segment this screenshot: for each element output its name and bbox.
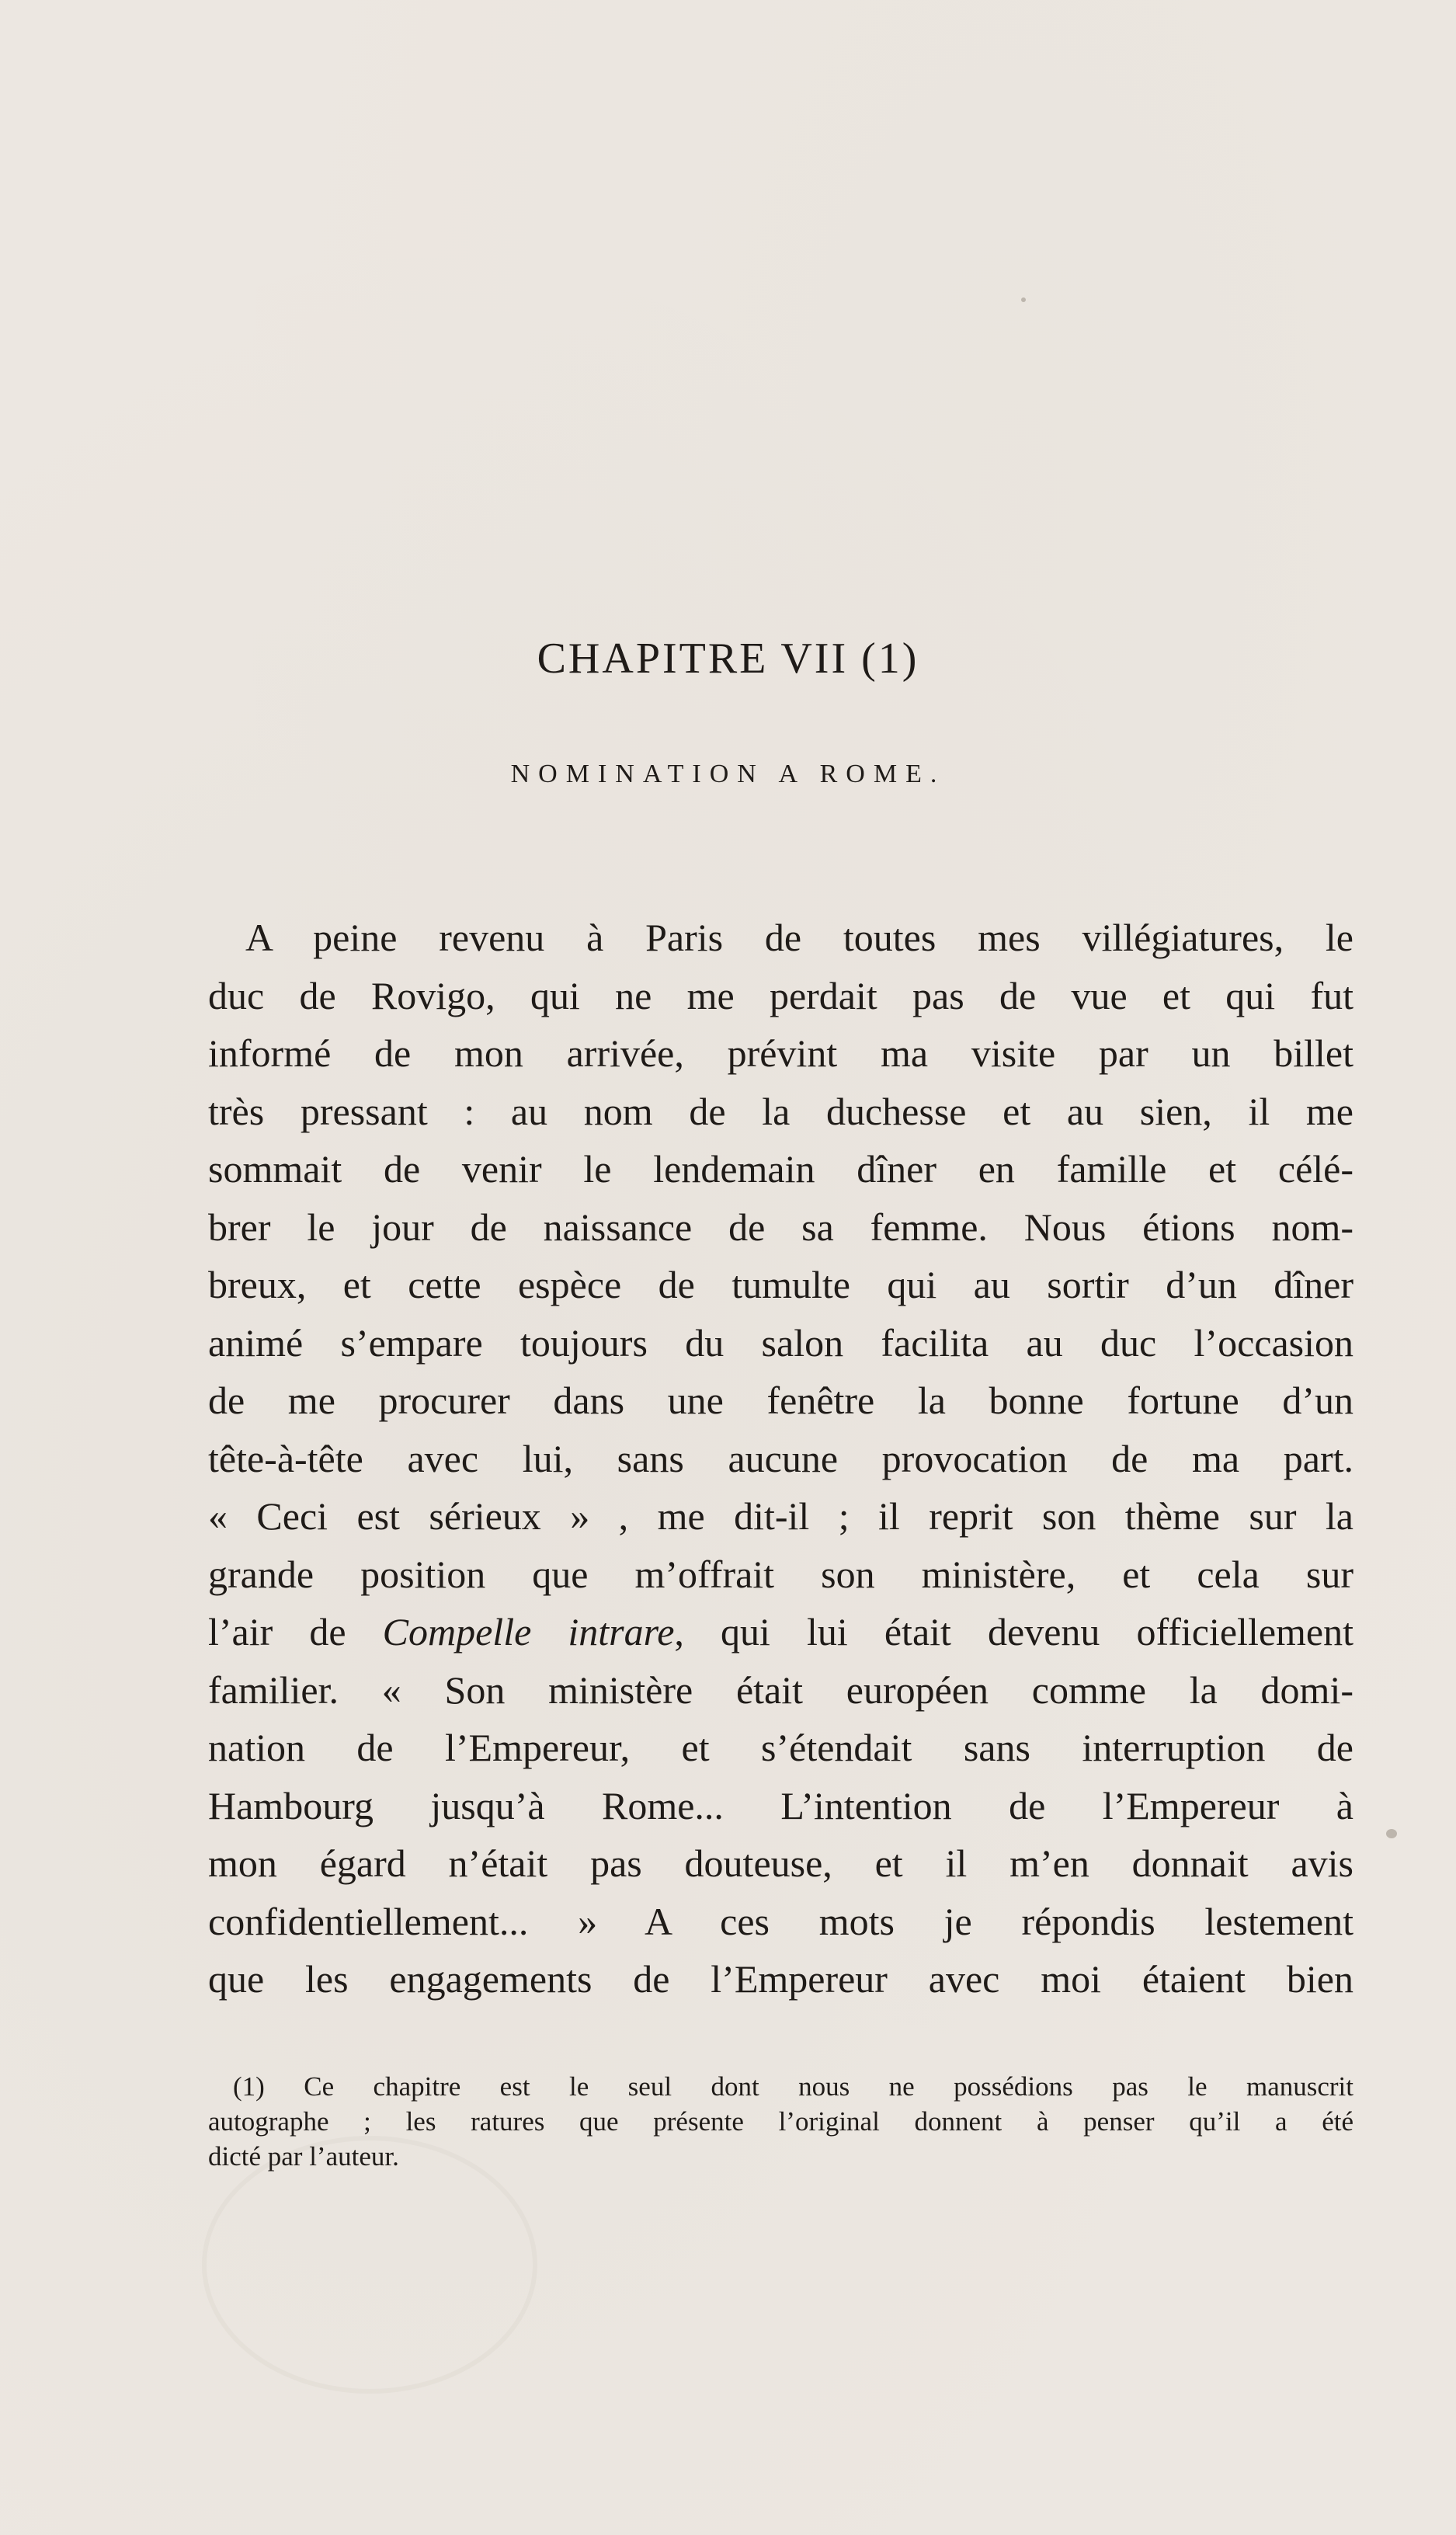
body-line: très pressant : au nom de la duchesse et au sien, il me — [208, 1089, 1353, 1133]
body-line: tête-à-tête avec lui, sans aucune provocation de ma part. — [208, 1436, 1353, 1480]
body-line: breux, et cette espèce de tumulte qui au sortir d’un dîner — [208, 1263, 1353, 1306]
body-line: mon égard n’était pas douteuse, et il m’en donnait avis — [208, 1841, 1353, 1885]
body-line: confidentiellement... » A ces mots je répondis lestement — [208, 1899, 1353, 1943]
chapter-subtitle: NOMINATION A ROME. — [510, 760, 946, 788]
body-line: nation de l’Empereur, et s’étendait sans interruption de — [208, 1726, 1353, 1769]
body-line-text: , qui lui était devenu officiellement — [674, 1610, 1354, 1653]
footnote — [208, 2069, 1353, 2174]
body-text — [208, 909, 1353, 2008]
body-line: sommait de venir le lendemain dîner en famille et célé- — [208, 1147, 1353, 1191]
body-line: Hambourg jusqu’à Rome... L’intention de l’Empereur à — [208, 1783, 1353, 1827]
paper-speck — [1021, 297, 1026, 302]
chapter-title: CHAPITRE VII (1) — [537, 635, 919, 683]
body-line — [208, 1603, 1353, 1661]
body-line: duc de Rovigo, qui ne me perdait pas de vue et qui fut — [208, 973, 1353, 1017]
body-line: familier. « Son ministère était européen comme la domi- — [208, 1667, 1353, 1712]
body-line-text: l’air de — [208, 1610, 383, 1653]
footnote-line: autographe ; les ratures que présente l’original donnent à penser qu’il a été — [208, 2106, 1353, 2137]
body-line: « Ceci est sérieux » , me dit-il ; il reprit son thème sur la — [208, 1494, 1353, 1538]
italic-phrase: Compelle intrare — [382, 1610, 675, 1653]
body-line: que les engagements de l’Empereur avec moi étaient bien — [208, 1957, 1353, 2001]
body-line: A peine revenu à Paris de toutes mes villégiatures, le — [245, 916, 1353, 959]
footnote-line: (1) Ce chapitre est le seul dont nous ne possédions pas le manuscrit — [233, 2071, 1353, 2102]
body-line: de me procurer dans une fenêtre la bonne fortune d’un — [208, 1379, 1353, 1422]
footnote-line: dicté par l’auteur. — [208, 2141, 399, 2172]
body-line: informé de mon arrivée, prévint ma visite par un billet — [208, 1031, 1353, 1075]
body-line: brer le jour de naissance de sa femme. Nous étions nom- — [208, 1205, 1353, 1249]
body-line: grande position que m’offrait son ministère, et cela sur — [208, 1552, 1353, 1596]
paper-speck — [1386, 1829, 1397, 1838]
body-line: animé s’empare toujours du salon facilita au duc l’occasion — [208, 1320, 1353, 1365]
faded-stamp-mark — [202, 2136, 537, 2394]
